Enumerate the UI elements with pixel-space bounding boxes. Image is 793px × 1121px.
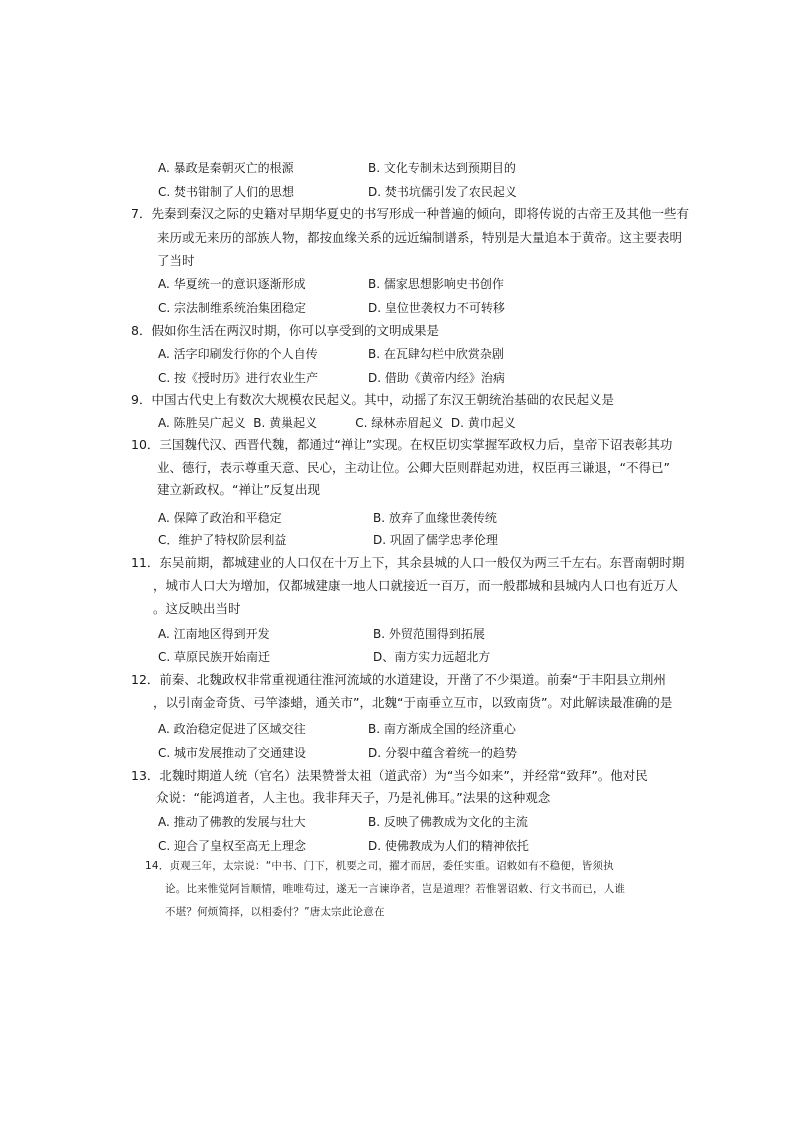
q12-stem-line2: ，以引南金奇货、弓竿漆蜡，通关市”，北魏“于南垂立互市，以致南货”。对此解读最准确的是 bbox=[153, 695, 673, 710]
q7-stem-line1: 7．先秦到秦汉之际的史籍对早期华夏史的书写形成一种普遍的倾向，即将传说的古帝王及其他一些有 bbox=[131, 206, 689, 221]
q10-stem-line1: 10．三国魏代汉、西晋代魏，都通过“禅让”实现。在权臣切实掌握军政权力后，皇帝下诏表彰其功 bbox=[131, 437, 673, 452]
q7-option-b: B. 儒家思想影响史书创作 bbox=[368, 277, 504, 291]
q12-option-d: D. 分裂中蕴含着统一的趋势 bbox=[368, 746, 517, 760]
q7-option-c: C. 宗法制维系统治集团稳定 bbox=[158, 301, 307, 315]
q14-stem-line3: 不堪？何烦简择，以相委付？”唐太宗此论意在 bbox=[165, 906, 385, 918]
q12-stem-line1: 12．前秦、北魏政权非常重视通往淮河流域的水道建设，开凿了不少渠道。前秦“于丰阳县立荆州 bbox=[131, 672, 666, 687]
q13-option-a: A. 推动了佛教的发展与壮大 bbox=[158, 815, 306, 829]
q6-option-c: C. 焚书钳制了人们的思想 bbox=[158, 185, 295, 199]
q6-option-b: B. 文化专制未达到预期目的 bbox=[368, 161, 516, 175]
q6-option-a: A. 暴政是秦朝灭亡的根源 bbox=[158, 161, 294, 175]
q8-option-a: A. 活字印刷发行你的个人自传 bbox=[158, 347, 318, 361]
q11-option-b: B. 外贸范围得到拓展 bbox=[373, 627, 485, 641]
q11-stem-line3: 。这反映出当时 bbox=[153, 601, 241, 616]
q7-stem-line3: 了当时 bbox=[157, 253, 195, 268]
q10-stem-line2: 业、德行，表示尊重天意、民心，主动让位。公卿大臣则群起劝进，权臣再三谦退，“不得已” bbox=[157, 460, 670, 475]
q11-stem-line1: 11．东吴前期，都城建业的人口仅在十万上下，其余县城的人口一般仅为两三千左右。东晋南朝时期 bbox=[131, 555, 685, 570]
q13-option-d: D. 使佛教成为人们的精神依托 bbox=[368, 839, 529, 853]
q8-option-b: B. 在瓦肆勾栏中欣赏杂剧 bbox=[368, 347, 504, 361]
q13-stem-line2: 众说：“能鸿道者，人主也。我非拜天子，乃是礼佛耳。”法果的这种观念 bbox=[156, 790, 551, 805]
q7-option-a: A. 华夏统一的意识逐渐形成 bbox=[158, 277, 306, 291]
q13-option-b: B. 反映了佛教成为文化的主流 bbox=[368, 815, 528, 829]
q9-stem-line1: 9．中国古代史上有数次大规模农民起义。其中，动摇了东汉王朝统治基础的农民起义是 bbox=[131, 392, 614, 407]
q14-stem-line2: 论。比来惟觉阿旨顺情，唯唯苟过，遂无一言谏诤者，岂是道理？若惟署诏敕、行文书而已，人谁 bbox=[165, 883, 626, 895]
q10-stem-line3: 建立新政权。“禅让”反复出现 bbox=[157, 482, 320, 497]
q7-stem-line2: 来历或无来历的部族人物，都按血缘关系的远近编制谱系，特别是大量追本于黄帝。这主要表明 bbox=[157, 230, 683, 245]
q8-stem-line1: 8．假如你生活在两汉时期，你可以享受到的文明成果是 bbox=[131, 323, 439, 338]
q8-option-d: D. 借助《黄帝内经》治病 bbox=[368, 371, 505, 385]
q7-option-d: D. 皇位世袭权力不可转移 bbox=[368, 301, 505, 315]
q8-option-c: C. 按《授时历》进行农业生产 bbox=[158, 371, 319, 385]
q9-options: A. 陈胜吴广起义 B. 黄巢起义 C. 绿林赤眉起义 D. 黄巾起义 bbox=[158, 416, 516, 430]
q10-option-c: C．维护了特权阶层利益 bbox=[158, 533, 287, 547]
q11-option-c: C. 草原民族开始南迁 bbox=[158, 650, 271, 664]
q13-option-c: C. 迎合了皇权至高无上理念 bbox=[158, 839, 307, 853]
q14-stem-line1: 14．贞观三年，太宗说：“中书、门下，机要之司，擢才而居，委任实重。诏敕如有不稳便，皆须执 bbox=[145, 860, 614, 872]
q12-option-a: A. 政治稳定促进了区域交往 bbox=[158, 722, 306, 736]
q11-option-d: D、南方实力远超北方 bbox=[373, 650, 491, 664]
q11-stem-line2: ，城市人口大为增加，仅都城建康一地人口就接近一百万，而一般郡城和县城内人口也有近万人 bbox=[153, 578, 679, 593]
q12-option-b: B. 南方渐成全国的经济重心 bbox=[368, 722, 516, 736]
q10-option-a: A. 保障了政治和平稳定 bbox=[158, 511, 282, 525]
q10-option-b: B. 放弃了血缘世袭传统 bbox=[373, 511, 497, 525]
q10-option-d: D. 巩固了儒学忠孝伦理 bbox=[373, 533, 498, 547]
q6-option-d: D. 焚书坑儒引发了农民起义 bbox=[368, 185, 517, 199]
q11-option-a: A. 江南地区得到开发 bbox=[158, 627, 270, 641]
q13-stem-line1: 13．北魏时期道人统（官名）法果赞誉太祖（道武帝）为“当今如来”，并经常“致拜”。他对民 bbox=[131, 768, 648, 783]
q12-option-c: C. 城市发展推动了交通建设 bbox=[158, 746, 307, 760]
